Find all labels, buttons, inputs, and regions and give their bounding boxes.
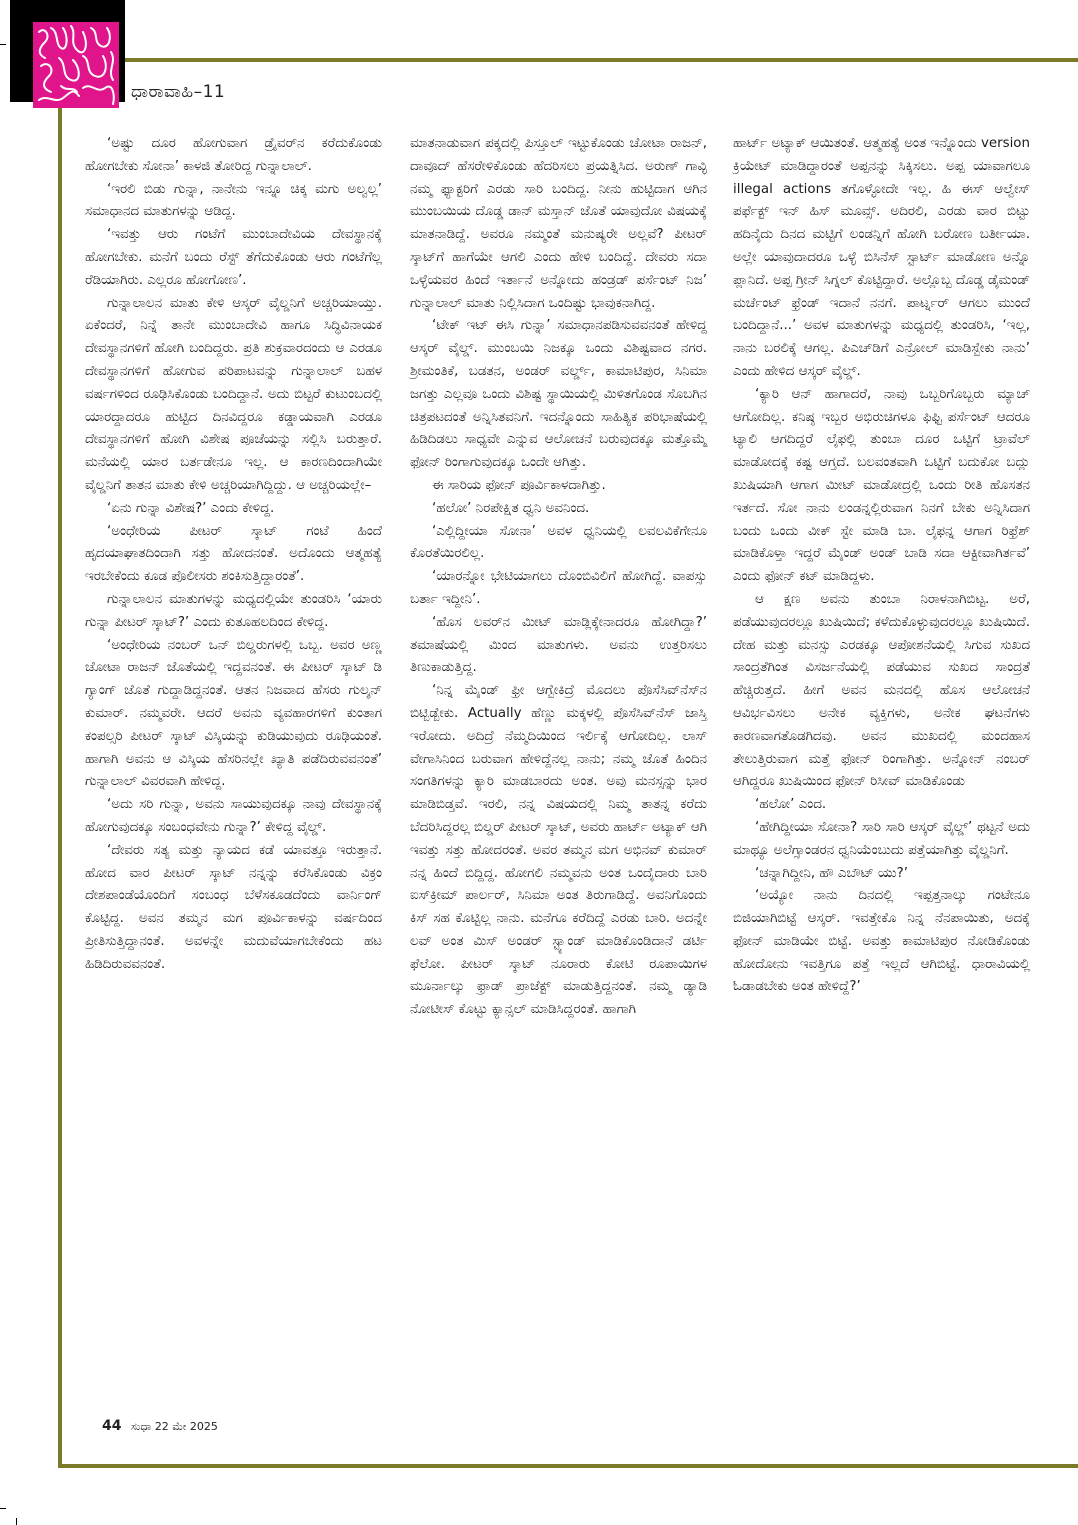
crop-mark [0, 1508, 6, 1509]
magazine-name: ಸುಧಾ [130, 1420, 152, 1433]
paragraph: ‘ಅಂಧೇರಿಯ ಪೀಟರ್ ಸ್ಕಾಟ್ ಗಂಟೆ ಹಿಂದೆ ಹೃದಯಾಘಾತದಿಂದಾಗಿ ಸತ್ತು ಹೋದನಂತೆ. ಅದೊಂದು ಆತ್ಮಹತ್ಯೆ ಇರಬೇಕೆಂದು ಕೂಡ ಪೊಲೀಸರು ಶಂಕಿಸುತ್ತಿದ್ದಾರಂತೆ’. [85, 523, 382, 585]
paragraph: ಆ ಕ್ಷಣ ಅವನು ತುಂಬಾ ನಿರಾಳನಾಗಿಬಿಟ್ಟ. ಅರೆ, ಪಡೆಯುವುದರಲ್ಲೂ ಖುಷಿಯಿದೆ; ಕಳೆದುಕೊಳ್ಳುವುದರಲ್ಲೂ ಖುಷಿಯಿದೆ. ದೇಹ ಮತ್ತು ಮನಸ್ಸು ಎರಡಕ್ಕೂ ಆಪೋಶನೆಯಲ್ಲಿ ಸಿಗುವ ಸುಖದ ಸಾಂದ್ರತೆಗಿಂತ ವಿಸರ್ಜನೆಯಲ್ಲಿ ಪಡೆಯುವ ಸುಖದ ಸಾಂದ್ರತೆ ಹೆಚ್ಚಿರುತ್ತದೆ. ಹೀಗೆ ಅವನ ಮನದಲ್ಲಿ ಹೊಸ ಆಲೋಚನೆ ಆವಿರ್ಭವಿಸಲು ಅನೇಕ ವ್ಯಕ್ತಿಗಳು, ಅನೇಕ ಘಟನೆಗಳು ಕಾರಣವಾಗತೊಡಗಿದವು. ಅವನ ಮುಖದಲ್ಲಿ ಮಂದಹಾಸ ತೇಲುತ್ತಿರುವಾಗ ಮತ್ತೆ ಫೋನ್ ರಿಂಗಾಗಿತ್ತು. ಅನ್ನೋನ್ ನಂಬರ್ ಆಗಿದ್ದರೂ ಖುಷಿಯಿಂದ ಫೋನ್ ರಿಸೀವ್ ಮಾಡಿಕೊಂಡು [733, 591, 1030, 790]
paragraph: ‘ಅಯ್ಯೋ ನಾನು ದಿನದಲ್ಲಿ ಇಪ್ಪತ್ತನಾಲ್ಕು ಗಂಟೇನೂ ಬಿಜಿಯಾಗಿಬಿಟ್ಟೆ ಆಸ್ಕರ್. ಇವತ್ತೇಕೊ ನಿನ್ನ ನೆನಪಾಯಿತು, ಅದಕ್ಕೆ ಫೋನ್ ಮಾಡಿಯೇ ಬಿಟ್ಟೆ. ಅವತ್ತು ಕಾಮಾಟಿಪುರ ನೋಡಿಕೊಂಡು ಹೋದೋನು ಇವತ್ತಿಗೂ ಪತ್ತೆ ಇಲ್ಲದೆ ಆಗಿಬಿಟ್ಟೆ. ಧಾರಾವಿಯಲ್ಲಿ ಓಡಾಡಬೇಕು ಅಂತ ಹೇಳಿದ್ದೆ?’ [733, 888, 1030, 995]
paragraph: ‘ಟೇಕ್ ಇಟ್ ಈಸಿ ಗುನ್ನಾ’ ಸಮಾಧಾನಪಡಿಸುವವನಂತೆ ಹೇಳಿದ್ದ ಆಸ್ಕರ್ ವೈಲ್ಡ್. ಮುಂಬಯಿ ನಿಜಕ್ಕೂ ಒಂದು ವಿಶಿಷ್ಟವಾದ ನಗರ. ಶ್ರೀಮಂತಿಕೆ, ಬಡತನ, ಅಂಡರ್ ವರ್ಲ್ಡ್, ಕಾಮಾಟಿಪುರ, ಸಿನಿಮಾ ಜಗತ್ತು ಎಲ್ಲವೂ ಒಂದು ವಿಶಿಷ್ಟ ಸ್ಥಾಯಿಯಲ್ಲಿ ಮಿಳಿತಗೊಂಡ ಸೊಬಗಿನ ಚಿತ್ರಪಟದಂತೆ ಅನ್ನಿಸಿತವನಿಗೆ. ಇದನ್ನೊಂದು ಸಾಹಿತ್ಯಿಕ ಪರಿಭಾಷೆಯಲ್ಲಿ ಹಿಡಿದಿಡಲು ಸಾಧ್ಯವೇ ಎನ್ನುವ ಆಲೋಚನೆ ಬರುವುದಕ್ಕೂ ಮತ್ತೊಮ್ಮೆ ಫೋನ್ ರಿಂಗಾಗುವುದಕ್ಕೂ ಒಂದೇ ಆಗಿತ್ತು. [410, 318, 707, 471]
swirl-pattern-icon [33, 22, 119, 108]
bottom-rule [58, 1464, 1078, 1468]
crop-mark [0, 44, 6, 45]
paragraph: ‘ಚನ್ನಾಗಿದ್ದೀನಿ, ಹೌ ಎಬೌಟ್ ಯು?’ [755, 865, 908, 881]
paragraph: ‘ಅಂಧೇರಿಯ ನಂಬರ್ ಒನ್ ಬಿಲ್ಡರುಗಳಲ್ಲಿ ಒಬ್ಬ. ಅವರ ಅಣ್ಣ ಚೋಟಾ ರಾಜನ್ ಜೊತೆಯಲ್ಲಿ ಇದ್ದವನಂತೆ. ಈ ಪೀಟರ್ ಸ್ಕಾಟ್ ಡಿ ಗ್ಯಾಂಗ್ ಜೊತೆ ಗುದ್ದಾಡಿದ್ದನಂತೆ. ಆತನ ನಿಜವಾದ ಹೆಸರು ಗುಲ್ಶನ್ ಕುಮಾರ್. ನಮ್ಮವರೇ. ಆದರೆ ಅವನು ವ್ಯವಹಾರಗಳಿಗೆ ಕುಂತಾಗ ಕಂಪಲ್ಸರಿ ಪೀಟರ್ ಸ್ಕಾಟ್ ವಿಸ್ಕಿಯನ್ನು ಕುಡಿಯುವುದು ರೂಢಿಯಂತೆ. ಹಾಗಾಗಿ ಅವನು ಆ ವಿಸ್ಕಿಯ ಹೆಸರಿನಲ್ಲೇ ಖ್ಯಾತಿ ಪಡೆದಿರುವವನಂತೆ’ ಗುನ್ನಾಲಾಲ್ ವಿವರವಾಗಿ ಹೇಳಿದ್ದ. [85, 637, 382, 790]
crop-mark [16, 1518, 17, 1525]
paragraph: ‘ದೇವರು ಸತ್ಯ ಮತ್ತು ನ್ಯಾಯದ ಕಡೆ ಯಾವತ್ತೂ ಇರುತ್ತಾನೆ. ಹೋದ ವಾರ ಪೀಟರ್ ಸ್ಕಾಟ್ ನನ್ನನ್ನು ಕರೆಸಿಕೊಂಡು ವಿಕ್ರಂ ದೇಶಪಾಂಡೆಯೊಂದಿಗೆ ಸಂಬಂಧ ಬೆಳೆಸಕೂಡದೆಂದು ವಾರ್ನಿಂಗ್ ಕೊಟ್ಟಿದ್ದ. ಅವನ ತಮ್ಮನ ಮಗ ಪೂರ್ವಿಕಾಳನ್ನು ವರ್ಷದಿಂದ ಪ್ರೀತಿಸುತ್ತಿದ್ದಾನಂತೆ. ಅವಳನ್ನೇ ಮದುವೆಯಾಗಬೇಕೆಂದು ಹಟ ಹಿಡಿದಿರುವವನಂತೆ. [85, 842, 382, 972]
article-column-2 [410, 133, 707, 1022]
paragraph: ‘ನಿನ್ನ ಮೈಂಡ್ ಫ್ರೀ ಆಗ್ಬೇಕಿದ್ರೆ ಮೊದಲು ಪೊಸೆಸಿವ್‌ನೆಸ್‌ನ ಬಿಟ್ಬಿಡ್ಬೇಕು. Actually ಹೆಣ್ಣು ಮಕ್ಕಳಲ್ಲಿ ಪೊಸೆಸಿವ್‌ನೆಸ್ ಜಾಸ್ತಿ ಇರೋದು. ಅದಿದ್ರೆ ನೆಮ್ಮದಿಯಿಂದ ಇರ್ಲಿಕ್ಕೆ ಆಗೋದಿಲ್ಲ. ಲಾಸ್ ವೇಗಾಸಿನಿಂದ ಬರುವಾಗ ಹೇಳಿದ್ದೆನಲ್ಲ ನಾನು; ನಮ್ಮ ಜೊತೆ ಹಿಂದಿನ ಸಂಗತಿಗಳನ್ನು ಕ್ಯಾರಿ ಮಾಡಬಾರದು ಅಂತ. ಅವು ಮನಸ್ಸನ್ನು ಭಾರ ಮಾಡಿಬಿಡ್ತವೆ. ಇರಲಿ, ನನ್ನ ವಿಷಯದಲ್ಲಿ ನಿಮ್ಮ ತಾತನ್ನ ಕರೆದು ಬೆದರಿಸಿದ್ದರಲ್ಲ ಬಿಲ್ಡರ್ ಪೀಟರ್ ಸ್ಕಾಟ್, ಅವರು ಹಾರ್ಟ್ ಅಟ್ಯಾಕ್ ಆಗಿ ಇವತ್ತು ಸತ್ತು ಹೋದರಂತೆ. ಅವರ ತಮ್ಮನ ಮಗ ಅಭಿನವ್ ಕುಮಾರ್ ನನ್ನ ಹಿಂದೆ ಬಿದ್ದಿದ್ದ. ಹೋಗಲಿ ನಮ್ಮವನು ಅಂತ ಒಂದೈದಾರು ಬಾರಿ ಐಸ್‌ಕ್ರೀಮ್ ಪಾರ್ಲರ್, ಸಿನಿಮಾ ಅಂತ ತಿರುಗಾಡಿದ್ದೆ. ಅವನಿಗೊಂದು ಕಿಸ್ ಸಹ ಕೊಟ್ಟಿಲ್ಲ ನಾನು. ಮನೆಗೂ ಕರೆದಿದ್ದೆ ಎರಡು ಬಾರಿ. ಅದನ್ನೇ ಲವ್ ಅಂತ ಮಿಸ್ ಅಂಡರ್ ಸ್ಟ್ಯಾಂಡ್ ಮಾಡಿಕೊಂಡಿದಾನೆ ಡರ್ಟಿ ಫೆಲೋ. ಪೀಟರ್ ಸ್ಕಾಟ್ ನೂರಾರು ಕೋಟಿ ರೂಪಾಯಿಗಳ ಮೂರ್ನಾಲ್ಕು ಫ್ರಾಡ್ ಪ್ರಾಜೆಕ್ಟ್ ಮಾಡುತ್ತಿದ್ದನಂತೆ. ನಮ್ಮ ಡ್ಯಾಡಿ ನೋಟೀಸ್ ಕೊಟ್ಟು ಕ್ಯಾನ್ಸಲ್ ಮಾಡಿಸಿದ್ದರಂತೆ. ಹಾಗಾಗಿ [410, 683, 707, 1018]
paragraph: ಹಾರ್ಟ್ ಅಟ್ಯಾಕ್ ಆಯಿತಂತೆ. ಆತ್ಮಹತ್ಯೆ ಅಂತ ಇನ್ನೊಂದು version ಕ್ರಿಯೇಟ್ ಮಾಡಿದ್ದಾರಂತೆ ಅಪ್ಪನನ್ನು ಸಿಕ್ಕಿಸಲು. ಅಪ್ಪ ಯಾವಾಗಲೂ illegal actions ತಗೊಳ್ಳೋದೇ ಇಲ್ಲ. ಹಿ ಈಸ್ ಆಲ್ವೇಸ್ ಪರ್ಫೆಕ್ಟ್ ಇನ್ ಹಿಸ್ ಮೂವ್ಸ್. ಅದಿರಲಿ, ಎರಡು ವಾರ ಬಿಟ್ಟು ಹದಿನೈದು ದಿನದ ಮಟ್ಟಿಗೆ ಲಂಡನ್ನಿಗೆ ಹೋಗಿ ಬರೋಣ ಬರ್ತೀಯಾ. ಅಲ್ಲೇ ಯಾವುದಾದರೂ ಒಳ್ಳೆ ಬಿಸಿನೆಸ್ ಸ್ಟಾರ್ಟ್ ಮಾಡೋಣ ಅನ್ನೊ ಪ್ಲಾನಿದೆ. ಅಪ್ಪ ಗ್ರೀನ್ ಸಿಗ್ನಲ್ ಕೊಟ್ಟಿದ್ದಾರೆ. ಅಲ್ಲೊಬ್ಬ ದೊಡ್ಡ ಡೈಮಂಡ್ ಮರ್ಚೆಂಟ್ ಫ್ರೆಂಡ್ ಇದಾನೆ ನನಗೆ. ಪಾರ್ಟ್ನರ್ ಆಗಲು ಮುಂದೆ ಬಂದಿದ್ದಾನೆ...’ ಅವಳ ಮಾತುಗಳನ್ನು ಮಧ್ಯದಲ್ಲಿ ತುಂಡರಿಸಿ, ‘ಇಲ್ಲ, ನಾನು ಬರಲಿಕ್ಕೆ ಆಗಲ್ಲ. ಪಿಎಚ್‌ಡಿಗೆ ಎನ್ರೋಲ್ ಮಾಡಿಸ್ಬೇಕು ನಾನು’ ಎಂದು ಹೇಳಿದ ಆಸ್ಕರ್ ವೈಲ್ಡ್. [733, 136, 1030, 379]
series-title: ಧಾರಾವಾಹಿ–11 [131, 82, 226, 102]
article-column-1 [85, 133, 382, 976]
paragraph: ‘ಕ್ಯಾರಿ ಆನ್ ಹಾಗಾದರೆ, ನಾವು ಒಬ್ಬರಿಗೊಬ್ಬರು ಮ್ಯಾಚ್ ಆಗೋದಿಲ್ಲ. ಕನಿಷ್ಠ ಇಬ್ಬರ ಅಭಿರುಚಿಗಳೂ ಫಿಫ್ಟಿ ಪರ್ಸೆಂಟ್ ಆದರೂ ಟ್ಯಾಲಿ ಆಗದಿದ್ದರೆ ಲೈಫಲ್ಲಿ ತುಂಬಾ ದೂರ ಒಟ್ಟಿಗೆ ಟ್ರಾವೆಲ್ ಮಾಡೋದಕ್ಕೆ ಕಷ್ಟ ಆಗ್ತದೆ. ಬಲವಂತವಾಗಿ ಒಟ್ಟಿಗೆ ಬದುಕೋ ಬದ್ಲು ಖುಷಿಯಾಗಿ ಆಗಾಗ ಮೀಟ್ ಮಾಡೋದ್ರಲ್ಲಿ ಒಂದು ರೀತಿ ಹೊಸತನ ಇರ್ತದೆ. ಸೋ ನಾನು ಲಂಡನ್ನಲ್ಲಿರುವಾಗ ನಿನಗೆ ಬೇಕು ಅನ್ನಿಸಿದಾಗ ಬಂದು ಒಂದು ವೀಕ್ ಸ್ಟೇ ಮಾಡಿ ಬಾ. ಲೈಫನ್ನ ಆಗಾಗ ರಿಫ್ರೆಶ್ ಮಾಡಿಕೊಳ್ತಾ ಇದ್ದರೆ ಮೈಂಡ್ ಅಂಡ್ ಬಾಡಿ ಸದಾ ಆಕ್ಟೀವಾಗಿರ್ತವೆ’ ಎಂದು ಫೋನ್ ಕಟ್ ಮಾಡಿದ್ದಳು. [733, 386, 1030, 585]
issue-date: 22 ಮೇ 2025 [154, 1420, 218, 1433]
page-footer [102, 1418, 218, 1434]
paragraph: ‘ಇರಲಿ ಬಿಡು ಗುನ್ನಾ, ನಾನೇನು ಇನ್ನೂ ಚಿಕ್ಕ ಮಗು ಅಲ್ವಲ್ಲ’ ಸಮಾಧಾನದ ಮಾತುಗಳನ್ನು ಆಡಿದ್ದ. [85, 181, 382, 220]
paragraph: ಈ ಸಾರಿಯ ಫೋನ್ ಪೂರ್ವಿಕಾಳದಾಗಿತ್ತು. [432, 477, 606, 493]
page-number: 44 [102, 1418, 122, 1434]
paragraph: ‘ಇವತ್ತು ಆರು ಗಂಟೆಗೆ ಮುಂಬಾದೇವಿಯ ದೇವಸ್ಥಾನಕ್ಕೆ ಹೋಗಬೇಕು. ಮನೆಗೆ ಬಂದು ರೆಸ್ಟ್ ತೆಗೆದುಕೊಂಡು ಆರು ಗಂಟೆಗೆಲ್ಲ ರೆಡಿಯಾಗಿರು. ಎಲ್ಲರೂ ಹೋಗೋಣ’. [85, 227, 382, 288]
paragraph: ‘ಹಲೋ’ ಎಂದ. [755, 797, 827, 813]
paragraph: ಗುನ್ನಾಲಾಲನ ಮಾತುಗಳನ್ನು ಮಧ್ಯದಲ್ಲಿಯೇ ತುಂಡರಿಸಿ ‘ಯಾರು ಗುನ್ನಾ ಪೀಟರ್ ಸ್ಕಾಟ್?’ ಎಂದು ಕುತೂಹಲದಿಂದ ಕೇಳಿದ್ದ. [85, 591, 382, 630]
paragraph: ‘ಯಾರನ್ನೋ ಭೇಟಿಯಾಗಲು ದೊಂಬಿವಿಲಿಗೆ ಹೋಗಿದ್ದೆ. ವಾಪಸ್ಸು ಬರ್ತಾ ಇದ್ದೀನಿ’. [410, 569, 707, 607]
article-column-3 [733, 133, 1030, 999]
paragraph: ಮಾತನಾಡುವಾಗ ಪಕ್ಕದಲ್ಲಿ ಪಿಸ್ತೂಲ್ ಇಟ್ಟುಕೊಂಡು ಚೋಟಾ ರಾಜನ್, ದಾವೂದ್ ಹೆಸರೇಳಿಕೊಂಡು ಹೆದರಿಸಲು ಪ್ರಯತ್ನಿಸಿದ. ಅರುಣ್ ಗಾವ್ಳಿ ನಮ್ಮ ಫ್ಯಾಕ್ಟರಿಗೆ ಎರಡು ಸಾರಿ ಬಂದಿದ್ದ. ನೀನು ಹುಟ್ಟಿದಾಗ ಆಗಿನ ಮುಂಬಯಿಯ ದೊಡ್ಡ ಡಾನ್ ಮಸ್ತಾನ್ ಜೊತೆ ಯಾವುದೋ ವಿಷಯಕ್ಕೆ ಮಾತನಾಡಿದ್ದೆ. ಅವರೂ ನಮ್ಮಂತೆ ಮನುಷ್ಯರೇ ಅಲ್ಲವೆ? ಪೀಟರ್ ಸ್ಕಾಟ್‌ಗೆ ಹಾಗೆಯೇ ಆಗಲಿ ಎಂದು ಹೇಳಿ ಬಂದಿದ್ದೆ. ದೇವರು ಸದಾ ಒಳ್ಳೆಯವರ ಹಿಂದೆ ಇರ್ತಾನೆ ಅನ್ನೋದು ಹಂಡ್ರಡ್ ಪರ್ಸೆಂಟ್ ನಿಜ’ ಗುನ್ನಾಲಾಲ್ ಮಾತು ನಿಲ್ಲಿಸಿದಾಗ ಒಂದಿಷ್ಟು ಭಾವುಕನಾಗಿದ್ದ. [410, 136, 707, 311]
paragraph: ‘ಅದು ಸರಿ ಗುನ್ನಾ, ಅವನು ಸಾಯುವುದಕ್ಕೂ ನಾವು ದೇವಸ್ಥಾನಕ್ಕೆ ಹೋಗುವುದಕ್ಕೂ ಸಂಬಂಧವೇನು ಗುನ್ನಾ?’ ಕೇಳಿದ್ದ ವೈಲ್ಡ್. [85, 797, 382, 835]
paragraph: ‘ಹೊಸ ಲವರ್‌ನ ಮೀಟ್ ಮಾಡ್ಲಿಕ್ಕೇನಾದರೂ ಹೋಗಿದ್ದಾ?’ ತಮಾಷೆಯಲ್ಲಿ ಮಿಂದ ಮಾತುಗಳು. ಅವನು ಉತ್ತರಿಸಲು ತಿಣುಕಾಡುತ್ತಿದ್ದ. [410, 614, 707, 676]
paragraph: ಗುನ್ನಾಲಾಲನ ಮಾತು ಕೇಳಿ ಆಸ್ಕರ್ ವೈಲ್ಡನಿಗೆ ಅಚ್ಚರಿಯಾಯ್ತು. ಏಕೆಂದರೆ, ನಿನ್ನೆ ತಾನೇ ಮುಂಬಾದೇವಿ ಹಾಗೂ ಸಿದ್ಧಿವಿನಾಯಕ ದೇವಸ್ಥಾನಗಳಿಗೆ ಹೋಗಿ ಬಂದಿದ್ದರು. ಪ್ರತಿ ಶುಕ್ರವಾರದಂದು ಆ ಎರಡೂ ದೇವಸ್ಥಾನಗಳಿಗೆ ಹೋಗುವ ಪರಿಪಾಟವನ್ನು ಗುನ್ನಾಲಾಲ್ ಬಹಳ ವರ್ಷಗಳಿಂದ ರೂಢಿಸಿಕೊಂಡು ಬಂದಿದ್ದಾನೆ. ಅದು ಬಿಟ್ಟರೆ ಕುಟುಂಬದಲ್ಲಿ ಯಾರದ್ದಾದರೂ ಹುಟ್ಟಿದ ದಿನವಿದ್ದರೂ ಕಡ್ಡಾಯವಾಗಿ ಎರಡೂ ದೇವಸ್ಥಾನಗಳಿಗೆ ಹೋಗಿ ವಿಶೇಷ ಪೂಜೆಯನ್ನು ಸಲ್ಲಿಸಿ ಬರುತ್ತಾರೆ. ಮನೆಯಲ್ಲಿ ಯಾರ ಬರ್ತಡೇನೂ ಇಲ್ಲ. ಆ ಕಾರಣದಿಂದಾಗಿಯೇ ವೈಲ್ಡನಿಗೆ ತಾತನ ಮಾತು ಕೇಳಿ ಅಚ್ಚರಿಯಾಗಿದ್ದಿದ್ದು. ಆ ಅಚ್ಚರಿಯಲ್ಲೇ– [85, 295, 382, 493]
paragraph: ‘ಹಲೋ’ ನಿರಪೇಕ್ಷಿತ ಧ್ವನಿ ಅವನಿಂದ. [432, 500, 590, 516]
paragraph: ‘ಅಷ್ಟು ದೂರ ಹೋಗುವಾಗ ಡ್ರೈವರ್‌ನ ಕರೆದುಕೊಂಡು ಹೋಗಬೇಕು ಸೋನಾ’ ಕಾಳಜಿ ತೋರಿದ್ದ ಗುನ್ನಾಲಾಲ್. [85, 136, 382, 174]
series-logo-icon [33, 22, 119, 108]
top-rule [125, 58, 1078, 62]
paragraph: ‘ಹೇಗಿದ್ದೀಯಾ ಸೋನಾ? ಸಾರಿ ಸಾರಿ ಆಸ್ಕರ್ ವೈಲ್ಡ್’ ಥಟ್ಟನೆ ಅದು ಮಾಥ್ಯೂ ಅಲೆಗ್ಸಾಂಡರನ ಧ್ವನಿಯೆಂಬುದು ಪತ್ತೆಯಾಗಿತ್ತು ವೈಲ್ಡನಿಗೆ. [733, 819, 1030, 858]
paragraph: ‘ಎಲ್ಲಿದ್ದೀಯಾ ಸೋನಾ’ ಅವಳ ಧ್ವನಿಯಲ್ಲಿ ಲವಲವಿಕೆಗೇನೂ ಕೊರತೆಯಿರಲಿಲ್ಲ. [410, 523, 707, 562]
paragraph: ‘ಏನು ಗುನ್ನಾ ವಿಶೇಷ?’ ಎಂದು ಕೇಳಿದ್ದ. [107, 500, 275, 516]
left-rule [58, 108, 62, 1468]
